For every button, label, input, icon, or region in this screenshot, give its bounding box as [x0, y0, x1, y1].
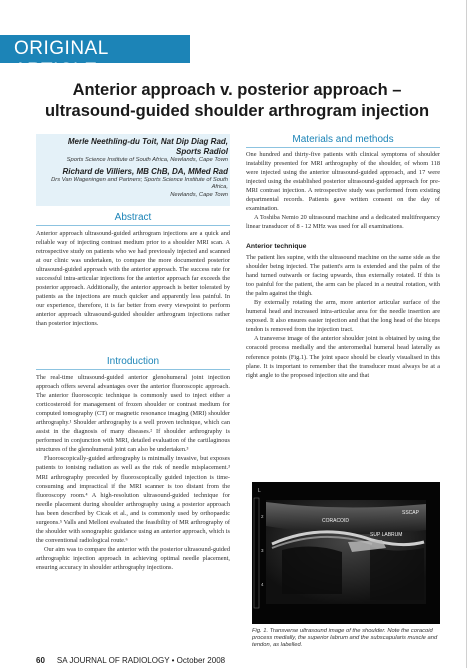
intro-paragraph: The real-time ultrasound-guided anterior glenohumeral joint injection approach offers several advantages over the anterior fluoroscopic approach. The anterior fluoroscopic technique is commonly used to inject either a corticosteroid for management of frozen shoulder or contrast medium for computed tomography (CT) or magnetic resonance imaging (MRI) shoulder arthrography.¹ Shoulder arthrography is a well proven technique, which can assist in the diagnosis of many diseases.² If shoulder arthrography is performed in conjunction with MRI, detailed evaluation of the cartilaginous structures of the glenohumeral joint can also be undertaken.³: [36, 374, 230, 454]
title-line-1: Anterior approach v. posterior approach –: [72, 81, 402, 99]
page-number: 60: [36, 656, 45, 665]
author-1-name: Merle Neethling-du Toit, Nat Dip Diag Rad,: [67, 137, 228, 146]
author-1-affil: Sports Science Institute of South Africa, Newlands, Cape Town: [66, 157, 228, 163]
subscapularis-label: SSCAP: [402, 510, 419, 516]
introduction-heading: Introduction: [106, 356, 160, 367]
technique-paragraph: The patient lies supine, with the ultrasound machine on the same side as the shoulder being injected. The patient's arm is extended and the palm of the hand turned outwards or facing upwards, thus externally rotated. If this is too painful for the patient, the arm can be placed in a neutral rotation, with the palm against the thigh.: [246, 254, 440, 298]
introduction-body: [36, 373, 230, 572]
author-2-name: Richard de Villiers, MB ChB, DA, MMed Rad: [62, 167, 228, 176]
author-2-affil-2: Newlands, Cape Town: [170, 191, 228, 198]
article-title: [0, 80, 474, 122]
technique-paragraph: A transverse image of the anterior shoulder joint is obtained by using the coracoid process medially and the anteromedial humeral head laterally as reference points (Fig.1). The joint space should be clearly visualised in this plane. It is important to remember that the transducer must always be at a right angle to the proposed injection site and that: [246, 335, 440, 379]
labrum-label: SUP LABRUM: [370, 532, 403, 538]
abstract-heading: Abstract: [114, 212, 152, 223]
image-marker: L: [258, 488, 261, 494]
ultrasound-image: [252, 482, 440, 624]
technique-paragraph: By externally rotating the arm, more anterior articular surface of the humeral head and increased intra-articular area for the needle insertion are exposed. It also ensures easier injection and that the long head of the biceps tendon is removed from the injection tract.: [246, 299, 440, 334]
methods-body: [246, 150, 440, 231]
author-1-name-2: Sports Radiol: [175, 147, 228, 156]
author-1: [38, 137, 228, 164]
author-2: [38, 167, 228, 199]
page-footer: [36, 656, 225, 665]
technique-heading: Anterior technique: [246, 243, 307, 250]
abstract-body: [36, 229, 230, 329]
methods-rule: [246, 147, 440, 148]
intro-paragraph: Our aim was to compare the anterior with the posterior ultrasound-guided arthrographic injection approach in achieving optimal needle placement, ensuring accuracy in shoulder arthrography injections.: [36, 545, 230, 571]
depth-marker: 4: [261, 582, 264, 587]
technique-body: [246, 253, 440, 380]
ultrasound-figure: [252, 482, 440, 624]
figure-caption: Fig. 1. Transverse ultrasound image of the shoulder. Note the coracoid process medially, the superior labrum and the subscapularis muscle and tendon, as labelled.: [252, 628, 438, 649]
abstract-rule: [36, 225, 230, 226]
methods-paragraph: A Toshiba Nemio 20 ultrasound machine and a dedicated multifrequency linear transducer of 8 - 12 MHz was used for all examinations.: [246, 214, 440, 231]
depth-marker: 3: [261, 548, 264, 553]
abstract-text: Anterior approach ultrasound-guided arthrogram injections are a quick and reliable way of injecting contrast medium prior to a shoulder MRI scan. A retrospective study on patients who we had previously injected and scanned at our clinic was undertaken, to compare the more documented posterior ultrasound-guided approach with the anterior approach. The success rate for successful intra-articular injections for the anterior approach far exceeds the posterior approach. Additionally, the anterior approach is better tolerated by patients as the injections are much quicker and apparently less painful. In our experience, therefore, it is far better from every viewpoint to perform anterior approach ultrasound-guided shoulder arthrogram injections rather than posterior injections.: [36, 230, 230, 328]
banner-label: ORIGINAL ARTICLE: [14, 38, 109, 81]
coracoid-label: CORACOID: [322, 518, 349, 524]
journal-info: SA JOURNAL OF RADIOLOGY • October 2008: [56, 656, 226, 665]
author-2-affil-1: Drs Van Wageningen and Partners; Sports Science Institute of South Africa,: [51, 177, 228, 191]
methods-heading: Materials and methods: [292, 134, 394, 145]
methods-paragraph: One hundred and thirty-five patients with clinical symptoms of shoulder instability presented for MRI arthrography of the shoulder, of whom 118 were injected using the anterior ultrasound-guided approach, and 17 were injected using the established posterior ultrasound-guided approach for pre-MRI contrast injection. A retrospective study was performed from existing departmental records. Patients gave written consent on the day of examination.: [246, 151, 440, 213]
depth-marker: 2: [261, 514, 264, 519]
title-line-2: ultrasound-guided shoulder arthrogram injection: [44, 102, 430, 120]
intro-paragraph: Fluoroscopically-guided arthrography is minimally invasive, but exposes patients to ionising radiation as well as the risk of needle misplacement.³ MRI arthrography preceded by fluoroscopically guided injection is time-consuming and impractical if the MRI scanner is too distant from the fluoroscopy room.⁴ A high-resolution ultrasound-guided technique for needle placement during shoulder arthrography using a posterior approach has been described by Cicak et al., and is commonly used by orthopaedic surgeons.⁵ Valls and Melloni evaluated the feasibility of MR arthrography of the shoulder with sonographic guidance using an anterior approach, which is the conventional radiological route.⁶: [36, 455, 230, 544]
introduction-rule: [36, 369, 230, 370]
section-banner: [0, 35, 190, 81]
